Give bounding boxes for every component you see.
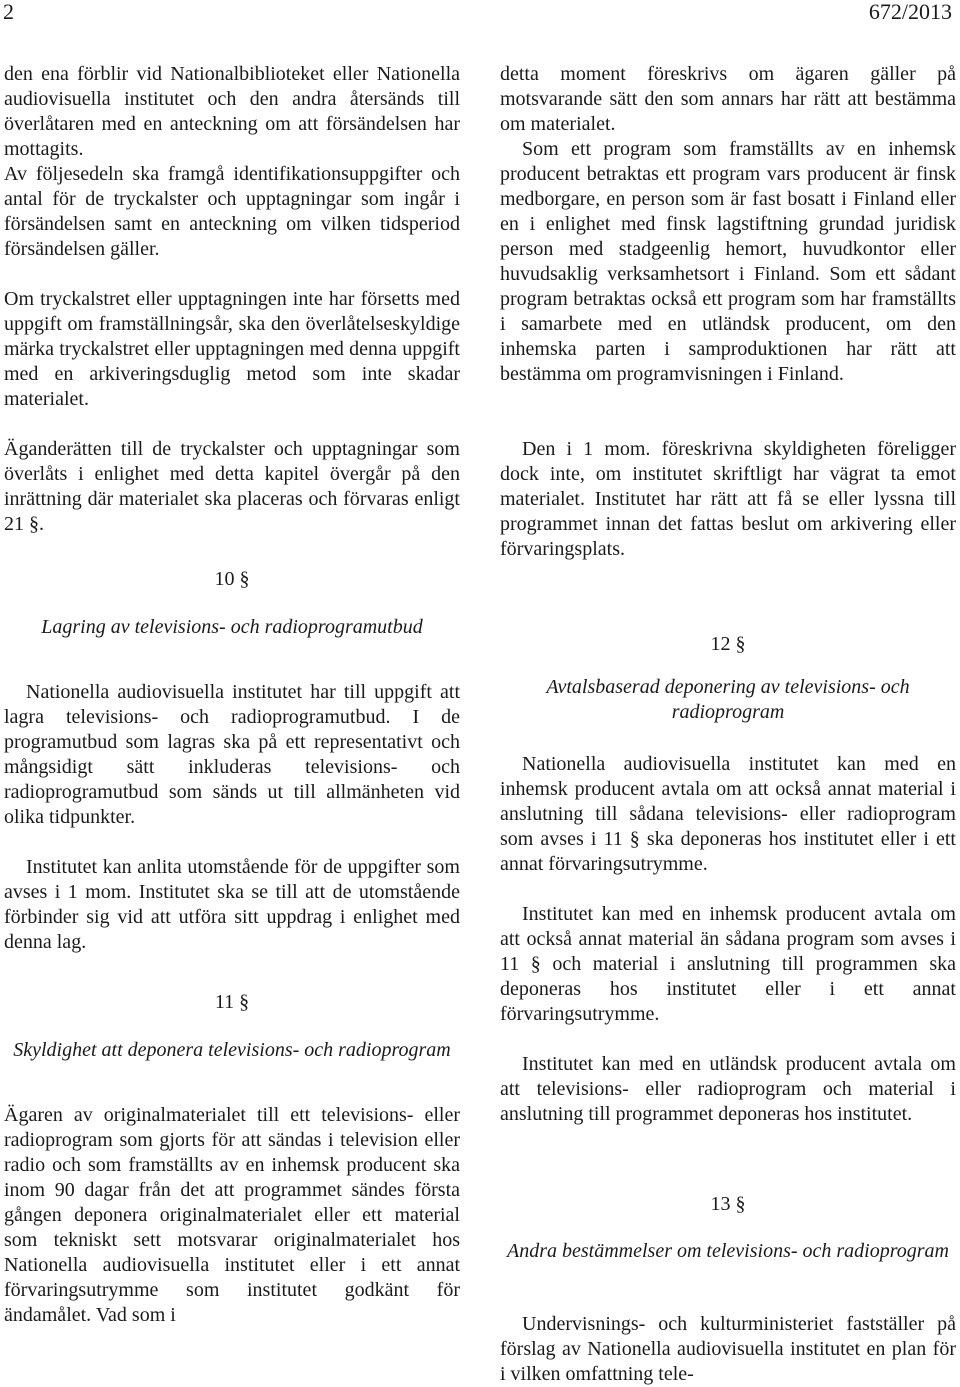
paragraph: Institutet kan med en utländsk producent avtala om att televisions- eller radioprogram och material i anslutning till programmet deponeras hos institutet. [500, 1053, 956, 1125]
section-title: Skyldighet att deponera televisions- och radioprogram [13, 1039, 451, 1061]
section-title: Lagring av televisions- och radioprogramutbud [41, 616, 423, 638]
paragraph: Av följesedeln ska framgå identifikationsuppgifter och antal för de tryckalster och upptagningar som ingår i försändelsen samt en anteckning om vilken tidsperiod försändelsen gäller. [4, 163, 460, 260]
section-title: Andra bestämmelser om televisions- och radioprogram [507, 1240, 949, 1262]
page-header [0, 0, 960, 28]
paragraph: Undervisnings- och kulturministeriet fastställer på förslag av Nationella audiovisuella institutet en plan för i vilken omfattning tele- [500, 1313, 956, 1385]
section-number: 10 § [214, 568, 250, 590]
paragraph: Ägaren av originalmaterialet till ett televisions- eller radioprogram som gjorts för att sändas i television eller radio och som framställts av en inhemsk producent ska inom 90 dagar från det att programmet sändes första gången deponera originalmaterialet eller ett material som tekniskt sett motsvarar originalmaterialet hos Nationella audiovisuella institutet eller i ett annat förvaringsutrymme som institutet godkänt för ändamålet. Vad som i [4, 1104, 460, 1326]
paragraph: Den i 1 mom. föreskrivna skyldigheten föreligger dock inte, om institutet skriftligt har vägrat ta emot materialet. Institutet har rätt att få se eller lyssna till programmet innan det fattas beslut om arkivering eller förvaringsplats. [500, 438, 956, 560]
section-number: 12 § [710, 633, 746, 655]
paragraph: Institutet kan med en inhemsk producent avtala om att också annat material än sådana program som avses i 11 § och material i anslutning till programmen ska deponeras hos institutet eller i ett annat förvaringsutrymme. [500, 903, 956, 1025]
paragraph: Nationella audiovisuella institutet kan med en inhemsk producent avtala om att också annat material i anslutning till sådana televisions- eller radioprogram som avses i 11 § ska deponeras hos institutet eller i ett annat förvaringsutrymme. [500, 753, 956, 875]
right-column [500, 62, 956, 1387]
paragraph: Institutet kan anlita utomstående för de uppgifter som avses i 1 mom. Institutet ska se till att de utomstående förbinder sig vid att utföra sitt uppdrag i enlighet med denna lag. [4, 856, 460, 953]
document-number: 672/2013 [868, 0, 952, 24]
section-title: Avtalsbaserad deponering av televisions- och radioprogram [546, 676, 910, 723]
paragraph: Om tryckalstret eller upptagningen inte har försetts med uppgift om framställningsår, ska den överlåtelseskyldige märka tryckalstret eller upptagningen med denna uppgift med en arkiveringsduglig metod som inte skadar materialet. [4, 288, 460, 410]
section-number: 11 § [214, 991, 250, 1013]
paragraph: Som ett program som framställts av en inhemsk producent betraktas ett program vars producent är finsk medborgare, en person som är fast bosatt i Finland eller en i enlighet med finsk lagstiftning grundad juridisk person med stadgeenlig hemort, huvudkontor eller huvudsaklig verksamhetsort i Finland. Som ett sådant program betraktas också ett program som har framställts i samarbete med en utländsk producent, om den inhemska parten i samproduktionen har rätt att bestämma om programvisningen i Finland. [500, 138, 956, 385]
paragraph: Nationella audiovisuella institutet har till uppgift att lagra televisions- och radioprogramutbud. I de programutbud som lagras ska på ett representativt och mångsidigt sätt inkluderas televisions- och radioprogramutbud som sänds ut till allmänheten vid olika tidpunkter. [4, 681, 460, 828]
paragraph: den ena förblir vid Nationalbiblioteket eller Nationella audiovisuella institutet och den andra återsänds till överlåtaren med en anteckning om att försändelsen har mottagits. [4, 63, 460, 160]
paragraph: Äganderätten till de tryckalster och upptagningar som överlåts i enlighet med detta kapitel övergår på den inrättning där materialet ska placeras och förvaras enligt 21 §. [4, 438, 460, 535]
left-column [4, 62, 460, 1328]
paragraph: detta moment föreskrivs om ägaren gäller på motsvarande sätt den som annars har rätt att bestämma om materialet. [500, 63, 956, 135]
section-number: 13 § [710, 1193, 746, 1215]
page-number: 2 [3, 0, 14, 24]
